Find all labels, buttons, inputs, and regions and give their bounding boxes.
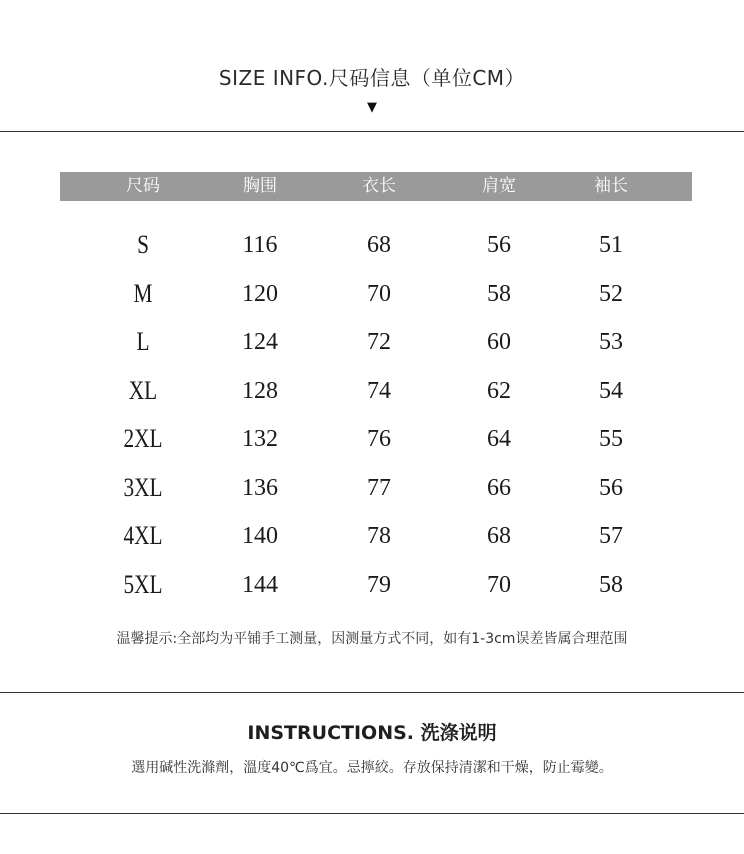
sleeve-cell: 57: [599, 523, 623, 549]
sleeve-cell: 58: [599, 571, 623, 598]
table-row: [0, 415, 744, 464]
table-row: [0, 561, 744, 610]
size-cell: 2XL: [123, 424, 163, 453]
size-cell: 3XL: [123, 472, 163, 502]
instructions-text: 選用碱性洗滌劑，溫度40℃爲宜。忌擰絞。存放保持清潔和干燥，防止霉變。: [131, 760, 613, 776]
sleeve-cell: 54: [599, 377, 623, 404]
column-header-chest: 胸围: [243, 176, 277, 196]
length-cell: 79: [367, 571, 391, 598]
size-cell: XL: [128, 375, 158, 405]
length-cell: 70: [367, 280, 391, 307]
divider-middle: [0, 692, 744, 693]
size-cell: M: [133, 278, 153, 308]
length-cell: 77: [367, 474, 391, 501]
down-arrow-icon: ▼: [367, 100, 377, 115]
chest-cell: 144: [242, 571, 278, 598]
page-title: SIZE INFO.尺码信息（单位CM）: [218, 66, 526, 90]
sleeve-cell: 52: [599, 280, 623, 307]
shoulder-cell: 60: [487, 329, 511, 355]
table-row: [0, 464, 744, 513]
table-header: [60, 172, 692, 201]
column-header-shoulder: 肩宽: [482, 176, 516, 196]
chest-cell: 116: [242, 232, 278, 258]
shoulder-cell: 70: [487, 571, 511, 598]
size-cell: L: [136, 327, 150, 356]
measurement-note: 温馨提示:全部均为平铺手工测量，因测量方式不同，如有1-3cm误差皆属合理范围: [116, 631, 628, 647]
length-cell: 68: [367, 232, 391, 258]
column-header-length: 衣长: [362, 176, 396, 196]
chest-cell: 124: [242, 329, 278, 355]
length-cell: 72: [367, 329, 391, 355]
shoulder-cell: 66: [487, 474, 511, 501]
sleeve-cell: 55: [599, 426, 623, 452]
column-header-sleeve: 袖长: [594, 176, 628, 196]
table-row: [0, 221, 744, 270]
divider-top: [0, 131, 744, 132]
chest-cell: 120: [242, 280, 278, 307]
table-row: [0, 367, 744, 416]
shoulder-cell: 58: [487, 280, 511, 307]
chest-cell: 128: [242, 377, 278, 404]
table-row: [0, 512, 744, 561]
shoulder-cell: 64: [487, 426, 511, 452]
size-cell: S: [137, 230, 149, 259]
length-cell: 76: [367, 426, 391, 452]
divider-bottom: [0, 813, 744, 814]
shoulder-cell: 62: [487, 377, 511, 404]
column-header-size: 尺码: [126, 176, 160, 196]
table-row: [0, 318, 744, 367]
table-row: [0, 270, 744, 319]
length-cell: 78: [367, 523, 391, 549]
shoulder-cell: 56: [487, 232, 511, 258]
chest-cell: 136: [242, 474, 278, 501]
chest-cell: 140: [242, 523, 278, 549]
size-table-body: [0, 221, 744, 609]
chest-cell: 132: [242, 426, 278, 452]
shoulder-cell: 68: [487, 523, 511, 549]
length-cell: 74: [367, 377, 391, 404]
size-cell: 5XL: [123, 569, 163, 599]
sleeve-cell: 51: [599, 232, 623, 258]
sleeve-cell: 53: [599, 329, 623, 355]
size-cell: 4XL: [123, 521, 163, 550]
sleeve-cell: 56: [599, 474, 623, 501]
instructions-title: INSTRUCTIONS. 洗涤说明: [247, 722, 497, 744]
